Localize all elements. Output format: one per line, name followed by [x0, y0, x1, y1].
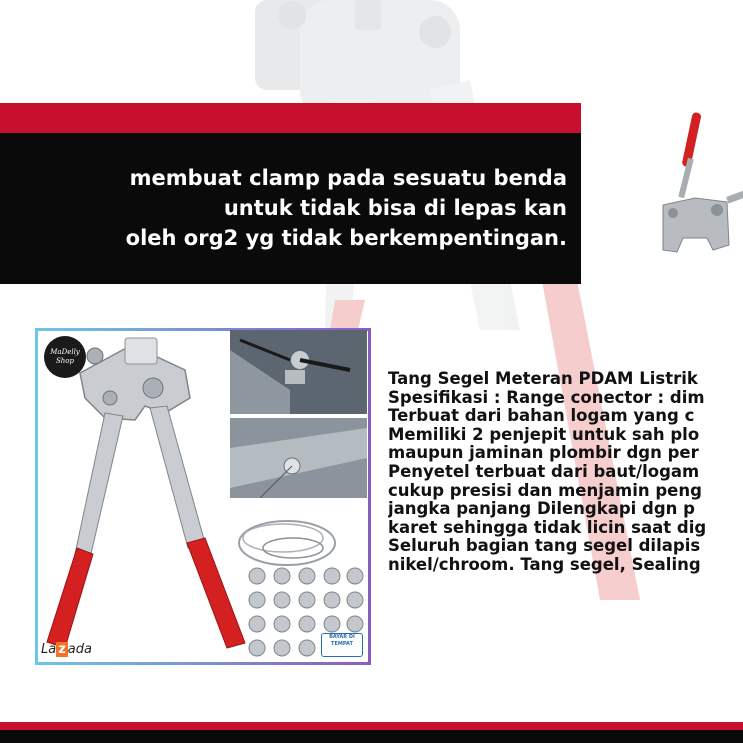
headline-text: [7, 163, 567, 253]
product-description: [388, 370, 743, 575]
description-line: jangka panjang Dilengkapi dgn p: [388, 499, 695, 519]
description-line: Seluruh bagian tang segel dilapis: [388, 536, 701, 556]
description-line: karet sehingga tidak licin saat dig: [388, 517, 707, 537]
usage-photo-2: [230, 418, 367, 498]
product-photo-collage: [35, 328, 371, 665]
description-line: Penyetel terbuat dari baut/logam: [388, 461, 700, 481]
store-logo-text: MaDelly Shop: [50, 348, 80, 365]
description-line: Terbuat dari bahan logam yang c: [388, 406, 695, 426]
cod-badge: BAYAR DI TEMPAT: [321, 633, 363, 657]
description-line: cukup presisi dan menjamin peng: [388, 480, 702, 500]
store-logo: [44, 336, 86, 378]
headline-line: untuk tidak bisa di lepas kan: [223, 196, 567, 220]
lazada-logo: La z ada: [41, 642, 92, 657]
description-line: maupun jaminan plombir dgn per: [388, 443, 699, 463]
banner-red-strip: [0, 103, 581, 133]
description-line: Memiliki 2 penjepit untuk sah plo: [388, 424, 700, 444]
footer-black-strip: [0, 730, 743, 743]
description-line: nikel/chroom. Tang segel, Sealing: [388, 554, 701, 574]
description-line: Tang Segel Meteran PDAM Listrik: [388, 370, 698, 388]
usage-photo-1: [230, 330, 367, 414]
description-line: Spesifikasi : Range conector : dim: [388, 387, 705, 407]
footer-red-strip: [0, 722, 743, 730]
headline-banner: [0, 133, 581, 284]
headline-line: membuat clamp pada sesuatu benda: [129, 166, 567, 190]
headline-line: oleh org2 yg tidak berkempentingan.: [125, 226, 567, 250]
plier-thumbnail-image: [655, 110, 743, 270]
